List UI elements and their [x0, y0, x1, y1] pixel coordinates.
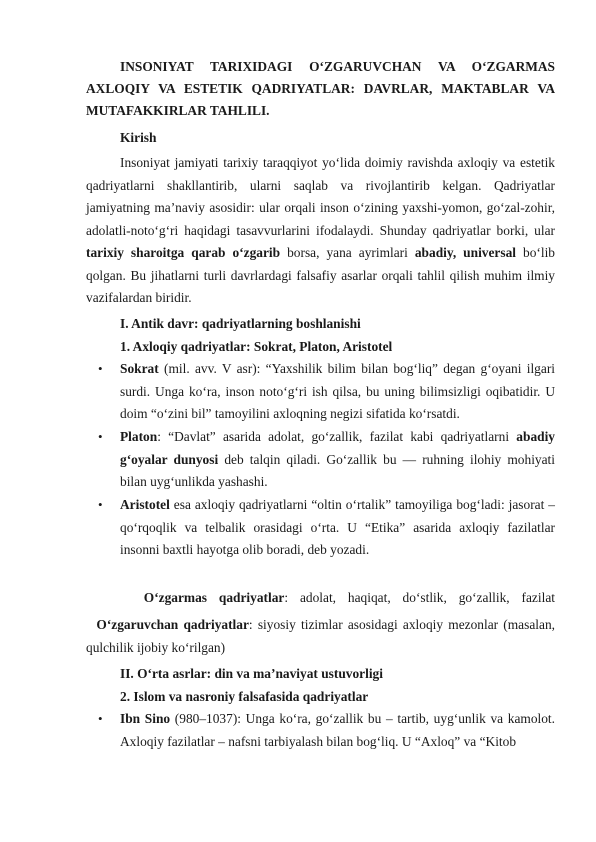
invariant-label: O‘zgarmas qadriyatlar — [143, 590, 285, 605]
variable-label: O‘zgaruvchan qadriyatlar — [96, 617, 249, 632]
intro-bold-2: abadiy, universal — [414, 245, 516, 260]
bullet-text: esa axloqiy qadriyatlarni “oltin o‘rtalik” tamoyiliga bog‘ladi: jasorat – qo‘rqoqlik va telbalik orasidagi o‘rta. U “Etika” asarida axloqiy fazilatlar insonni baxtli hayotga olib boradi, deb yozadi. — [120, 497, 555, 557]
section1-subheading: 1. Axloqiy qadriyatlar: Sokrat, Platon, Aristotel — [120, 339, 393, 354]
bullet-name: Aristotel — [120, 497, 170, 512]
bullet-marker: • — [98, 361, 103, 376]
invariant-values-line — [120, 587, 555, 610]
intro-bold-1: tarixiy sharoitga qarab o‘zgarib — [86, 245, 281, 260]
variable-text: : siyosiy tizimlar asosidagi axloqiy mezonlar (masalan, qulchilik ijobiy ko‘rilgan) — [86, 617, 555, 655]
intro-heading: Kirish — [120, 130, 157, 145]
bullet-platon — [120, 426, 555, 494]
section2-subheading: 2. Islom va nasroniy falsafasida qadriyatlar — [120, 689, 369, 704]
bullet-ibn-sino — [120, 708, 555, 753]
bullet-name: Ibn Sino — [120, 711, 171, 726]
intro-text-2: borsa, yana ayrimlari — [280, 245, 415, 260]
bullet-sokrat — [120, 358, 555, 426]
bullet-bold-text: abadiy g‘oyalar dunyosi — [120, 429, 555, 467]
bullet-text: deb talqin qiladi. Go‘zallik bu — ruhning ilohiy mohiyati bilan uyg‘unlikda yashashi. — [120, 451, 555, 489]
invariant-text: : adolat, haqiqat, do‘stlik, go‘zallik, fazilat — [284, 590, 555, 605]
variable-values-paragraph — [86, 614, 555, 659]
intro-text-3: bo‘lib qolgan. Bu jihatlarni turli davrlardagi falsafiy asarlar orqali tahlil qilish muhim ilmiy vazifalardan biridir. — [86, 245, 555, 305]
intro-text-1: Insoniyat jamiyati tarixiy taraqqiyot yo‘lida doimiy ravishda axloqiy va estetik qadriyatlarni shakllantirib, ularni saqlab va rivojlantirib kelgan. Qadriyatlar jamiyatning ma’naviy asosidir: ular orqali inson o‘zining yaxshi-yomon, go‘zal-zohir, adolatli-noto‘g‘ri haqidagi tasavvurlarini ifodalaydi. Shunday qadriyatlar borki, ular — [86, 155, 555, 238]
bullet-name: Sokrat — [120, 361, 159, 376]
bullet-marker: • — [98, 429, 103, 444]
bullet-marker: • — [98, 711, 103, 726]
bullet-text: (980–1037): Unga ko‘ra, go‘zallik bu – tartib, uyg‘unlik va kamolot. Axloqiy fazilatlar – nafsni tarbiyalash bilan bog‘liq. U “Axloq” va “Kitob — [120, 711, 556, 749]
section1-heading: I. Antik davr: qadriyatlarning boshlanishi — [120, 316, 361, 331]
bullet-marker: • — [98, 497, 103, 512]
bullet-name: Platon — [120, 429, 158, 444]
bullet-aristotel — [120, 494, 555, 562]
section2-heading: II. O‘rta asrlar: din va ma’naviyat ustuvorligi — [120, 666, 383, 681]
bullet-text: : “Davlat” asarida adolat, go‘zallik, fazilat kabi qadriyatlarni — [157, 429, 517, 444]
document-title: INSONIYAT TARIXIDAGI O‘ZGARUVCHAN VA O‘ZGARMAS AXLOQIY VA ESTETIK QADRIYATLAR: DAVRLAR, MAKTABLAR VA MUTAFAKKIRLAR TAHLILI. — [86, 59, 555, 118]
intro-paragraph — [86, 152, 555, 310]
bullet-text: (mil. avv. V asr): “Yaxshilik bilim bilan bog‘liq” degan g‘oyani ilgari surdi. Unga ko‘ra, inson noto‘g‘ri ish qilsa, bu uning bilimsizligi oqibatidir. U doim “o‘zini bil” tamoyilini axloqning negizi sifatida ko‘rsatdi. — [120, 361, 555, 421]
